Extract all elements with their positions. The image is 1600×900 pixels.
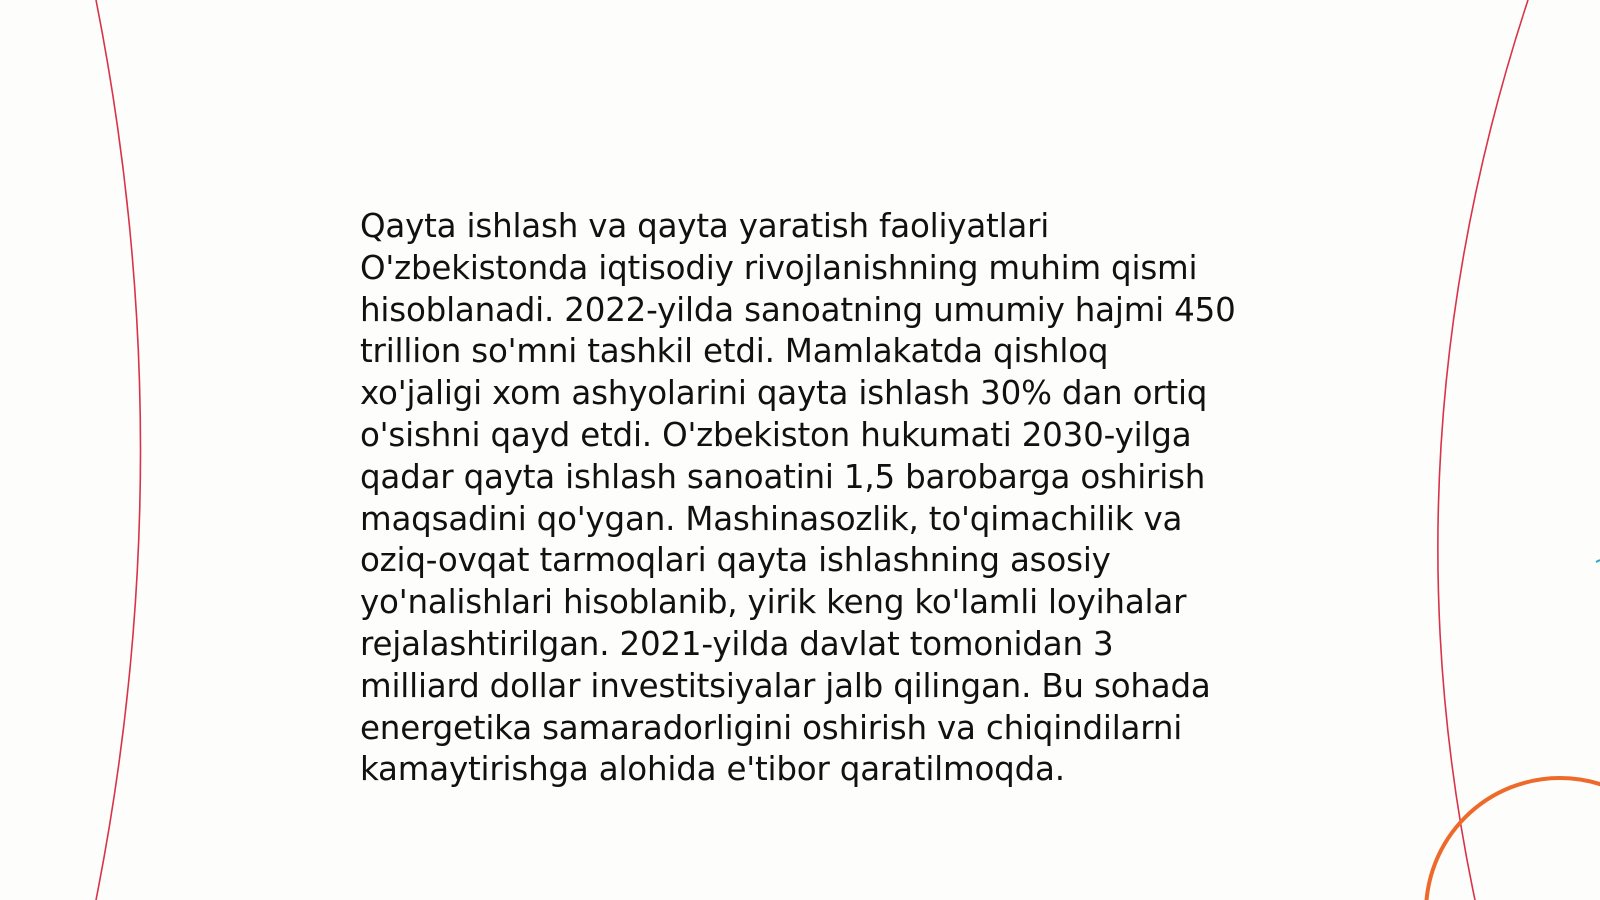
body-paragraph: Qayta ishlash va qayta yaratish faoliyatlari O'zbekistonda iqtisodiy rivojlanishning muhim qismi hisoblanadi. 2022-yilda sanoatning umumiy hajmi 450 trillion so'mni tashkil etdi. Mamlakatda qishloq xo'jaligi xom ashyolarini qayta ishlash 30% dan ortiq o'sishni qayd etdi. O'zbekiston hukumati 2030-yilga qadar qayta ishlash sanoatini 1,5 barobarga oshirish maqsadini qo'ygan. Mashinasozlik, to'qimachilik va oziq-ovqat tarmoqlari qayta ishlashning asosiy yo'nalishlari hisoblanib, yirik keng ko'lamli loyihalar rejalashtirilgan. 2021-yilda davlat tomonidan 3 milliard dollar investitsiyalar jalb qilingan. Bu sohada energetika samaradorligini oshirish va chiqindilarni kamaytirishga alohida e'tibor qaratilmoqda.: [360, 207, 1236, 789]
teal-accent-mark: [1596, 560, 1600, 562]
left-red-curve: [96, 0, 141, 900]
right-red-curve: [1438, 0, 1528, 900]
orange-circle-arc: [1426, 778, 1600, 900]
